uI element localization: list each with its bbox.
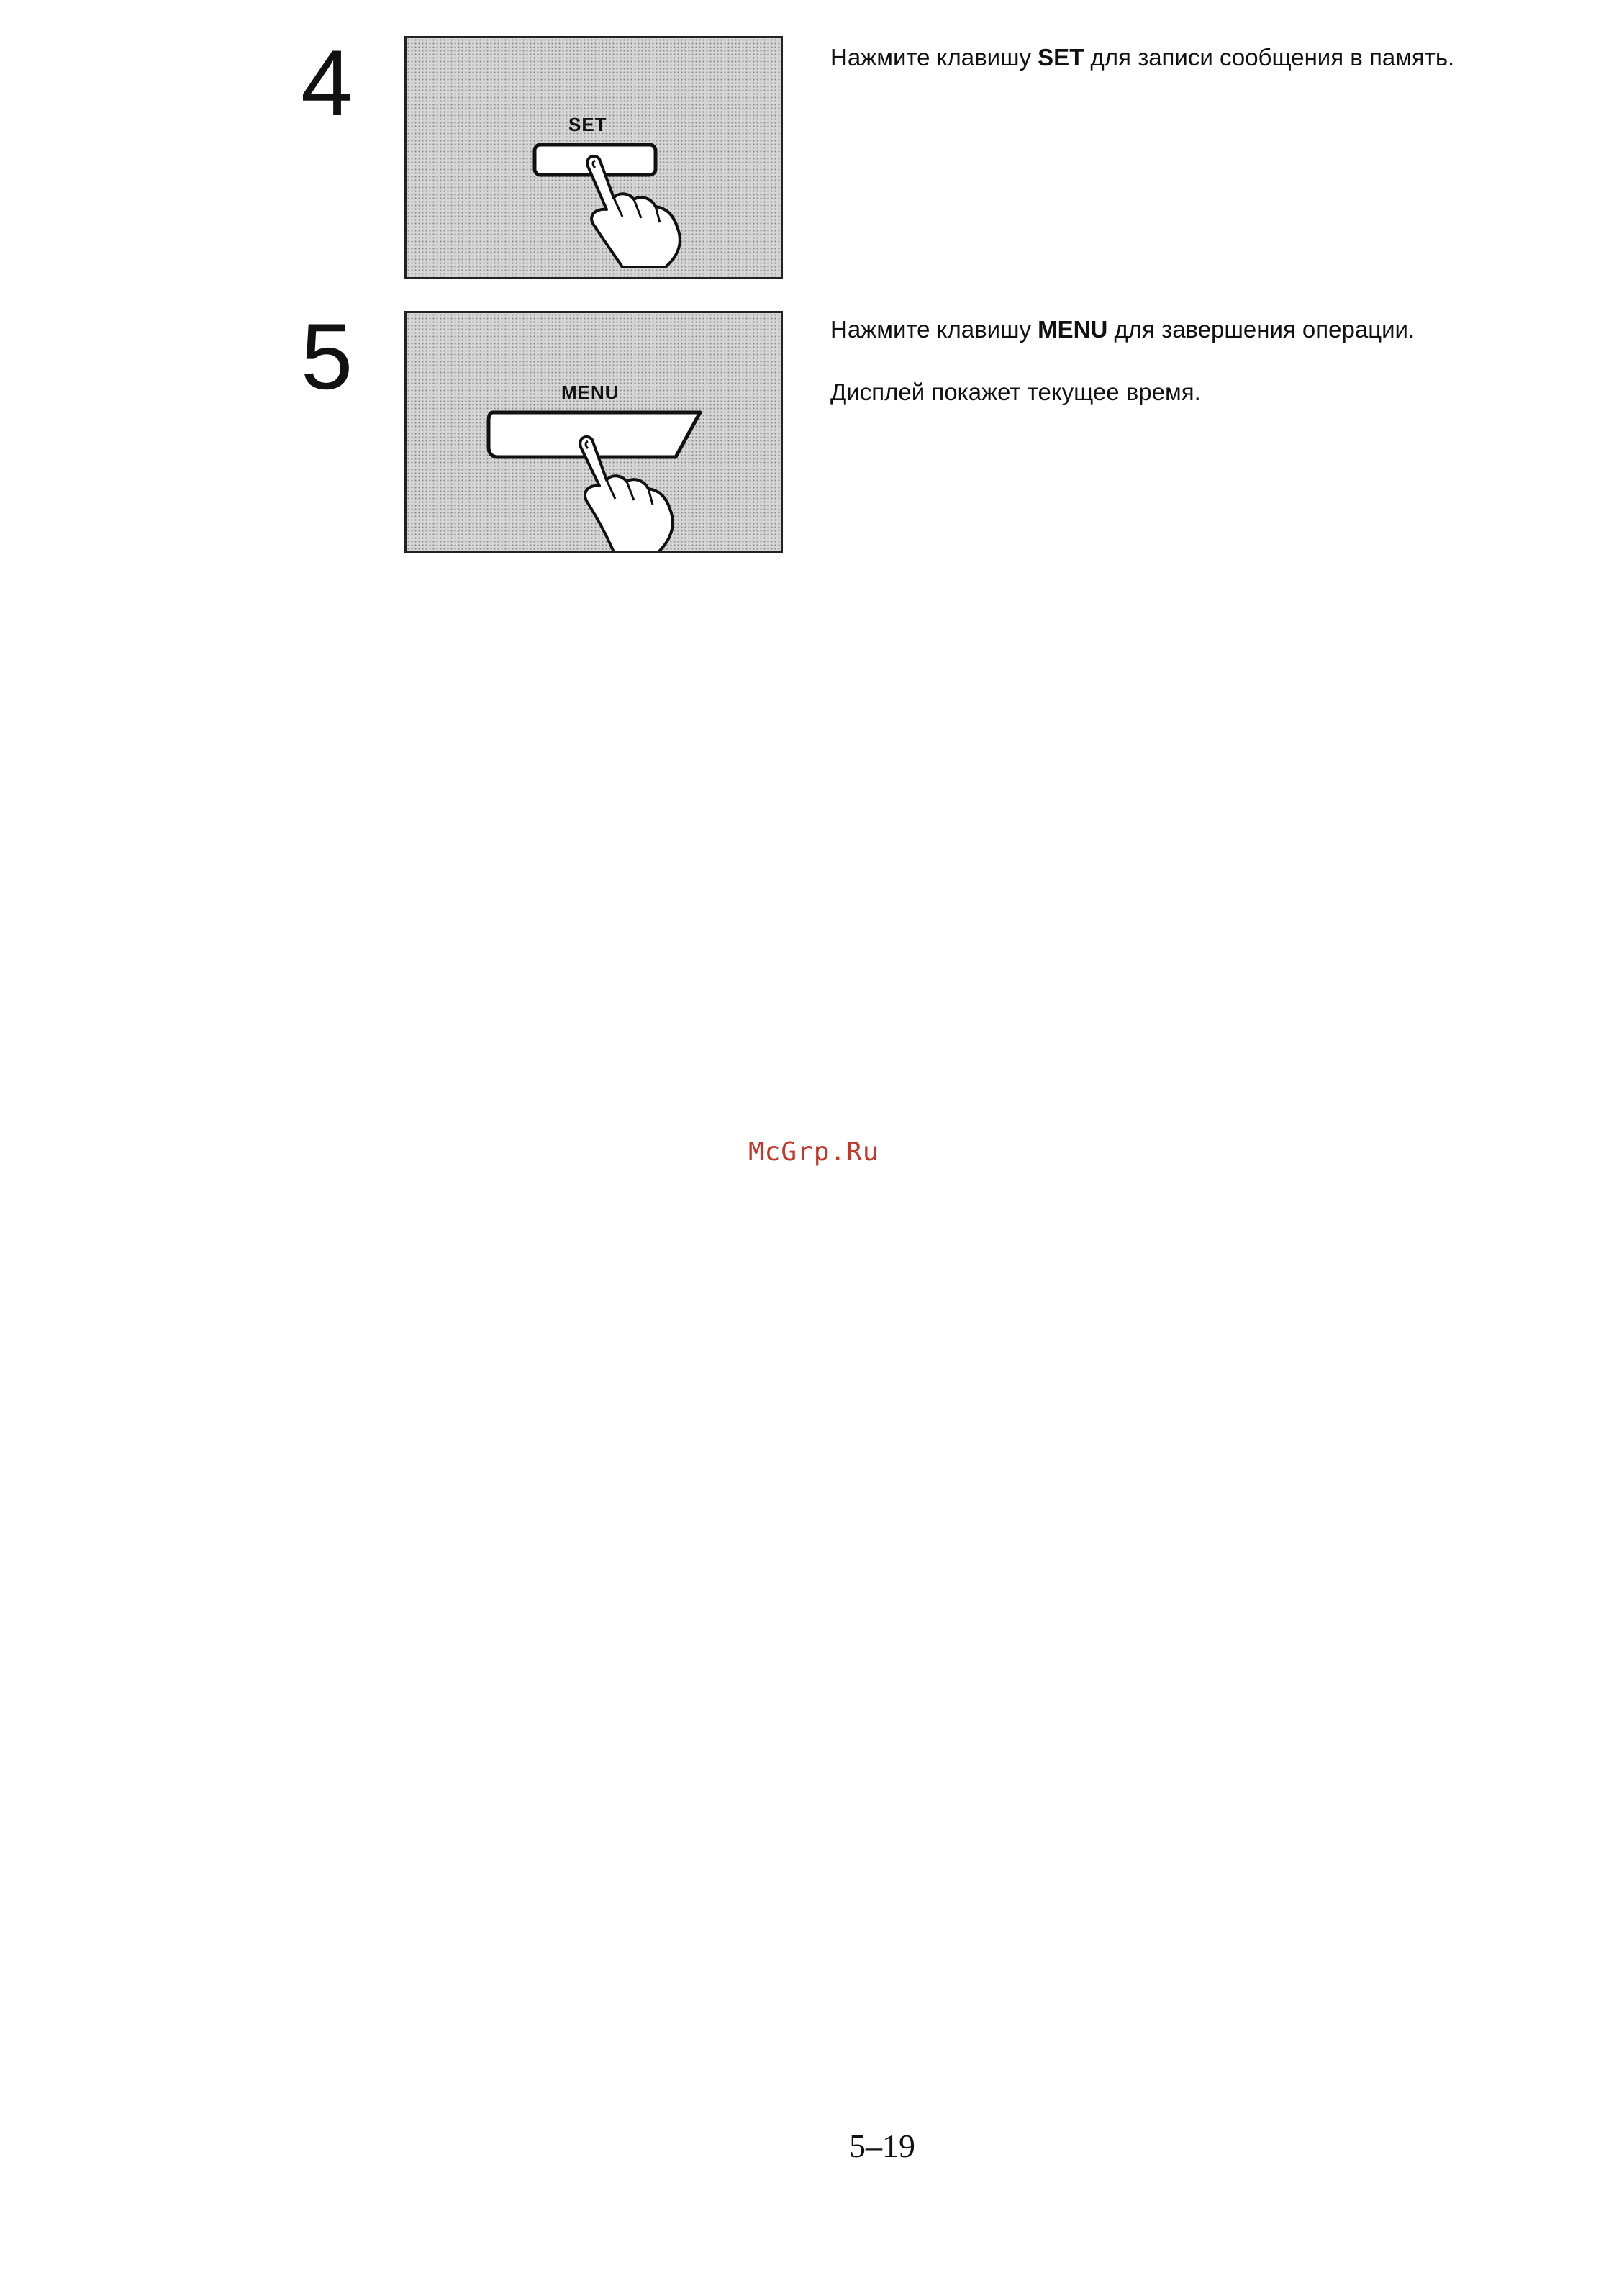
step-5-note: Дисплей покажет текущее время. (830, 379, 1201, 405)
step-5-instruction (830, 315, 1415, 344)
menu-key-label: MENU (561, 381, 620, 403)
step-number-5: 5 (301, 304, 353, 409)
set-key-illustration (404, 36, 783, 279)
finger-pressing-set-key-icon (407, 38, 783, 279)
menu-key-illustration (404, 311, 783, 553)
step-4-instruction-before: Нажмите клавишу (830, 44, 1038, 71)
set-key-label: SET (568, 114, 607, 135)
page-number: 5–19 (849, 2128, 915, 2164)
step-number-4: 4 (301, 30, 353, 135)
step-5-instruction-before: Нажмите клавишу (830, 316, 1038, 343)
step-5-instruction-after: для завершения операции. (1107, 316, 1415, 343)
step-5-instruction-key: MENU (1038, 316, 1108, 343)
step-4-instruction-key: SET (1038, 44, 1084, 71)
step-4-instruction (830, 43, 1454, 72)
watermark: McGrp.Ru (748, 1137, 879, 1167)
step-4-instruction-after: для записи сообщения в память. (1084, 44, 1455, 71)
finger-pressing-menu-key-icon (407, 313, 783, 553)
